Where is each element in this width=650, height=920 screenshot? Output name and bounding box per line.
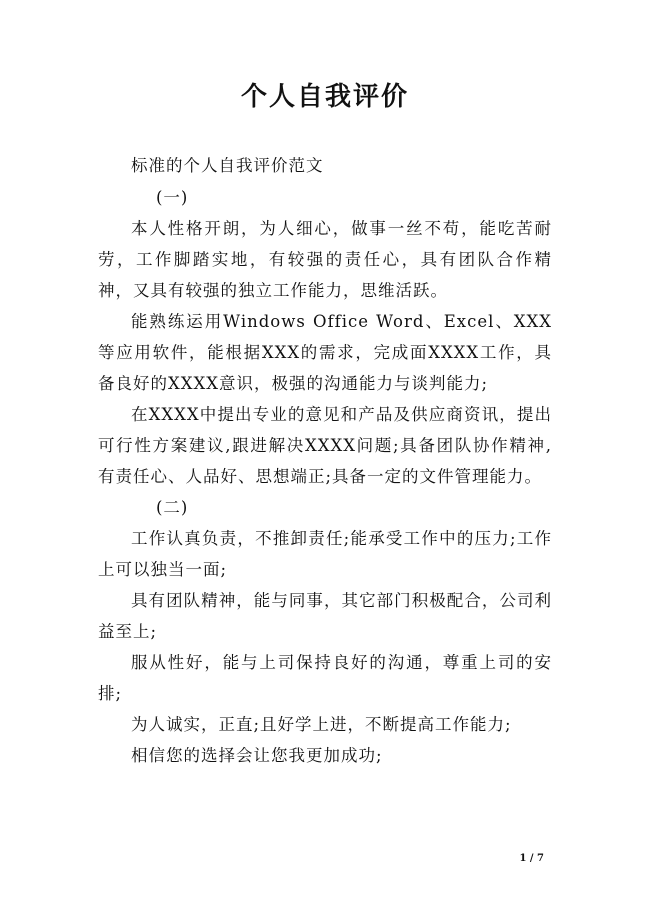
- paragraph: 工作认真负责，不推卸责任;能承受工作中的压力;工作上可以独当一面;: [98, 529, 552, 579]
- paragraph: 为人诚实，正直;且好学上进，不断提高工作能力;: [131, 715, 512, 734]
- paragraph: 相信您的选择会让您我更加成功;: [131, 746, 383, 765]
- paragraph: 本人性格开朗，为人细心，做事一丝不苟，能吃苦耐劳，工作脚踏实地，有较强的责任心，具有团队合作精神，又具有较强的独立工作能力，思维活跃。: [98, 219, 552, 300]
- paragraph: 能熟练运用Windows Office Word、Excel、XXX等应用软件，能根据XXX的需求，完成面XXXX工作，具备良好的XXXX意识，极强的沟通能力与谈判能力;: [98, 312, 552, 393]
- document-subtitle: 标准的个人自我评价范文: [131, 156, 324, 175]
- document-body: [98, 182, 552, 771]
- section-1-label: (一): [156, 188, 189, 207]
- paragraph: 服从性好，能与上司保持良好的沟通，尊重上司的安排;: [98, 653, 552, 703]
- section-2-label: (二): [156, 498, 189, 517]
- page-number: 1 / 7: [519, 853, 544, 864]
- paragraph: 在XXXX中提出专业的意见和产品及供应商资讯，提出可行性方案建议,跟进解决XXXX问题;具备团队协作精神,有责任心、人品好、思想端正;具备一定的文件管理能力。: [98, 405, 552, 486]
- page-title: 个人自我评价: [240, 82, 409, 112]
- paragraph: 具有团队精神，能与同事，其它部门积极配合，公司利益至上;: [98, 591, 552, 641]
